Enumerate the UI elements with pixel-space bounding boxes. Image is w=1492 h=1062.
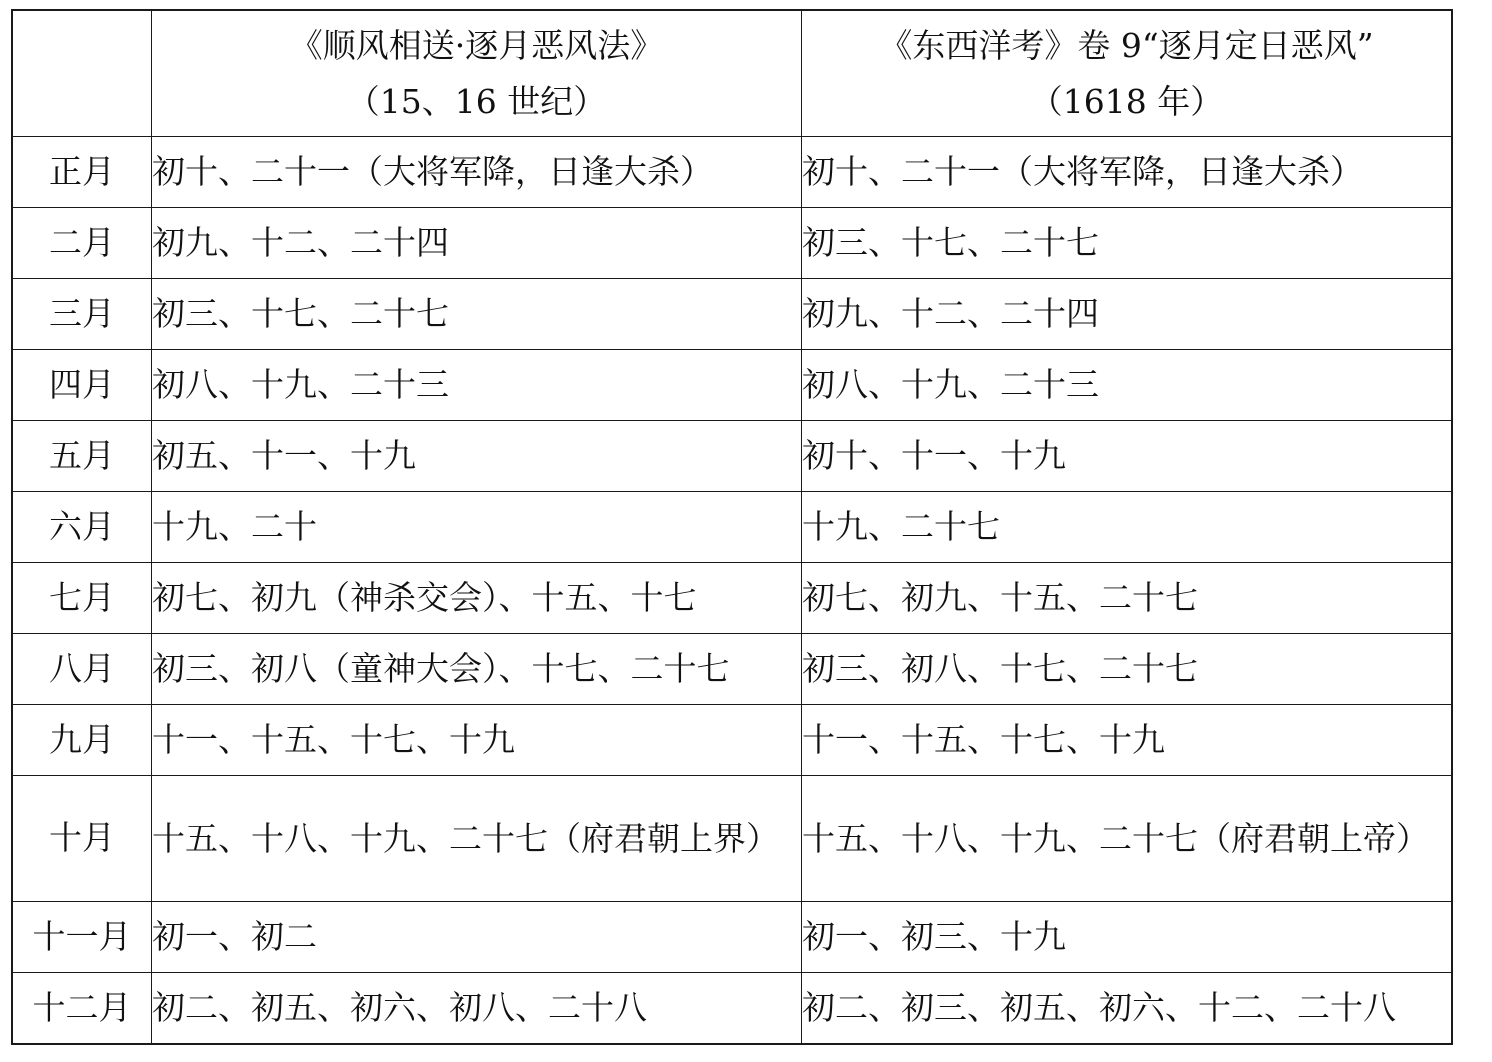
dongxiyang-dates-cell: 十九、二十七 xyxy=(802,492,1452,563)
month-cell: 十月 xyxy=(13,776,152,902)
dongxiyang-dates-cell: 初十、二十一（大将军降，日逢大杀） xyxy=(802,137,1452,208)
evil-wind-comparison-table xyxy=(12,10,1452,1044)
dongxiyang-dates-cell: 初三、初八、十七、二十七 xyxy=(802,634,1452,705)
month-cell: 四月 xyxy=(13,350,152,421)
shunfeng-dates-cell: 初五、十一、十九 xyxy=(152,421,802,492)
header-subtitle: （15、16 世纪） xyxy=(346,81,607,121)
shunfeng-dates-cell: 初一、初二 xyxy=(152,902,802,973)
table-row xyxy=(13,208,1452,279)
dongxiyang-dates-cell: 初七、初九、十五、二十七 xyxy=(802,563,1452,634)
month-cell: 六月 xyxy=(13,492,152,563)
table-row xyxy=(13,492,1452,563)
header-shunfeng-xiangsong xyxy=(152,11,802,137)
shunfeng-dates-cell: 初七、初九（神杀交会）、十五、十七 xyxy=(152,563,802,634)
dongxiyang-dates-cell: 十一、十五、十七、十九 xyxy=(802,705,1452,776)
dongxiyang-dates-cell: 初三、十七、二十七 xyxy=(802,208,1452,279)
dongxiyang-dates-cell: 十五、十八、十九、二十七（府君朝上帝） xyxy=(802,776,1452,902)
month-cell: 八月 xyxy=(13,634,152,705)
month-cell: 九月 xyxy=(13,705,152,776)
table-row xyxy=(13,563,1452,634)
shunfeng-dates-cell: 十五、十八、十九、二十七（府君朝上界） xyxy=(152,776,802,902)
shunfeng-dates-cell: 初三、初八（童神大会）、十七、二十七 xyxy=(152,634,802,705)
shunfeng-dates-cell: 十一、十五、十七、十九 xyxy=(152,705,802,776)
month-cell: 五月 xyxy=(13,421,152,492)
month-cell: 七月 xyxy=(13,563,152,634)
dongxiyang-dates-cell: 初九、十二、二十四 xyxy=(802,279,1452,350)
month-cell: 正月 xyxy=(13,137,152,208)
table-row xyxy=(13,137,1452,208)
month-cell: 十一月 xyxy=(13,902,152,973)
header-title: 《顺风相送·逐月恶风法》 xyxy=(289,25,664,65)
table-row xyxy=(13,973,1452,1044)
shunfeng-dates-cell: 初十、二十一（大将军降，日逢大杀） xyxy=(152,137,802,208)
table-row xyxy=(13,279,1452,350)
month-cell: 十二月 xyxy=(13,973,152,1044)
table-row xyxy=(13,902,1452,973)
table-row xyxy=(13,776,1452,902)
header-title: 《东西洋考》卷 9“逐月定日恶风” xyxy=(879,25,1374,65)
table-row xyxy=(13,705,1452,776)
header-dongxiyang-kao xyxy=(802,11,1452,137)
shunfeng-dates-cell: 初三、十七、二十七 xyxy=(152,279,802,350)
month-cell: 三月 xyxy=(13,279,152,350)
header-corner-cell xyxy=(13,11,152,137)
table-row xyxy=(13,634,1452,705)
table-row xyxy=(13,350,1452,421)
dongxiyang-dates-cell: 初二、初三、初五、初六、十二、二十八 xyxy=(802,973,1452,1044)
shunfeng-dates-cell: 初九、十二、二十四 xyxy=(152,208,802,279)
month-cell: 二月 xyxy=(13,208,152,279)
dongxiyang-dates-cell: 初八、十九、二十三 xyxy=(802,350,1452,421)
header-subtitle: （1618 年） xyxy=(1029,81,1224,121)
dongxiyang-dates-cell: 初一、初三、十九 xyxy=(802,902,1452,973)
shunfeng-dates-cell: 初八、十九、二十三 xyxy=(152,350,802,421)
shunfeng-dates-cell: 十九、二十 xyxy=(152,492,802,563)
dongxiyang-dates-cell: 初十、十一、十九 xyxy=(802,421,1452,492)
table-row xyxy=(13,421,1452,492)
header-row xyxy=(13,11,1452,137)
shunfeng-dates-cell: 初二、初五、初六、初八、二十八 xyxy=(152,973,802,1044)
